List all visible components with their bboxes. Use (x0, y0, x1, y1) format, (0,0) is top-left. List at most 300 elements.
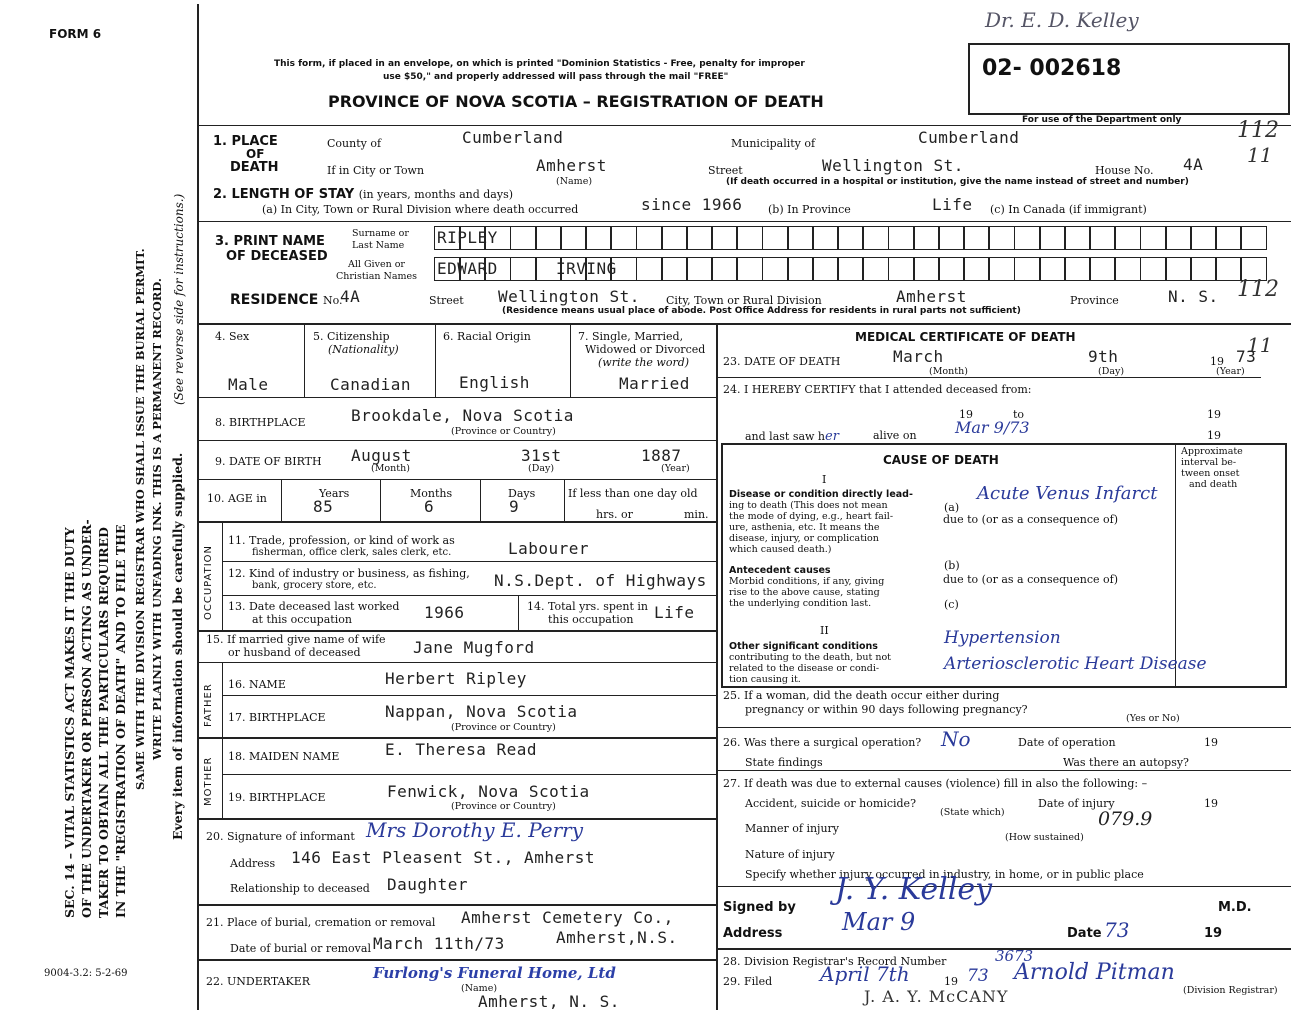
other-condition-2: Arteriosclerotic Heart Disease (944, 654, 1207, 674)
name-grid-cell (938, 257, 965, 281)
age-months: 6 (424, 497, 435, 516)
other-label-1: Other significant conditions (729, 641, 878, 652)
specify-label: Specify whether injury occurred in industry, in home, or in public place (745, 868, 1144, 881)
accident-label: Accident, suicide or homicide? (745, 797, 916, 810)
burial-town: Amherst,N.S. (556, 928, 678, 947)
informant-signature: Mrs Dorothy E. Perry (366, 818, 584, 842)
rule-15 (197, 630, 716, 632)
stay-province-label: (b) In Province (768, 203, 851, 216)
name-grid-cell (1064, 226, 1091, 250)
birthplace-label: 8. BIRTHPLACE (215, 416, 306, 429)
disease-label-2: ing to death (This does not mean (729, 500, 888, 511)
total-years-label-1: 14. Total yrs. spent in (527, 600, 648, 613)
alive-on-label: alive on (873, 429, 917, 442)
spouse-label-1: 15. If married give name of wife (206, 633, 386, 646)
name-grid-cell (1165, 226, 1192, 250)
rule-13 (222, 595, 716, 596)
residence-city: Amherst (896, 287, 967, 306)
stay-canada-label: (c) In Canada (if immigrant) (990, 203, 1147, 216)
name-grid-cell (510, 257, 537, 281)
interval-label-3: tween onset (1181, 468, 1240, 479)
name-grid-cell (913, 226, 940, 250)
given-label-1: All Given or (348, 259, 405, 270)
days-label: Days (508, 487, 536, 500)
death-year-prefix: 19 (1210, 355, 1224, 368)
interval-label-4: and death (1189, 479, 1238, 490)
age-days: 9 (509, 497, 520, 516)
name-grid-cell (686, 226, 713, 250)
form-title: PROVINCE OF NOVA SCOTIA – REGISTRATION OF DEATH (328, 92, 824, 111)
record-number: 02- 002618 (982, 56, 1122, 81)
disease-label-5: disease, injury, or complication (729, 533, 879, 544)
residence-no-label: No. (323, 294, 343, 307)
record-value: 3673 (995, 947, 1034, 965)
residence-province-label: Province (1070, 294, 1119, 307)
name-grid-cell (1140, 226, 1167, 250)
name-grid-cell (535, 226, 562, 250)
birthplace-value: Brookdale, Nova Scotia (351, 406, 574, 425)
dept-use-label: For use of the Department only (1022, 115, 1182, 125)
trade-label-2: fisherman, office clerk, sales clerk, etc. (252, 547, 452, 558)
undertaker-stamp: Furlong's Funeral Home, Ltd (373, 964, 616, 982)
racial-label: 6. Racial Origin (443, 330, 531, 343)
div-sex (304, 323, 305, 397)
rule-personal (197, 323, 1291, 325)
name-grid-cell (711, 226, 738, 250)
county-label: County of (327, 137, 382, 150)
name-grid-cell (510, 226, 537, 250)
name-grid-cell (787, 226, 814, 250)
rule-signed (716, 886, 1291, 887)
medical-title: MEDICAL CERTIFICATE OF DEATH (855, 330, 1076, 344)
filed-label: 29. Filed (723, 975, 773, 988)
name-grid-cell (636, 226, 663, 250)
last-worked-value: 1966 (424, 603, 465, 622)
residence-no: 4A (340, 287, 361, 306)
name-grid-cell (1215, 226, 1242, 250)
name-grid-cell (862, 257, 889, 281)
marital-label-1: 7. Single, Married, (578, 330, 684, 343)
name-grid-cell (610, 226, 637, 250)
place-label-1: 1. PLACE (213, 134, 278, 149)
side-text-5: SAME WITH THE DIVISION REGISTRAR WHO SHALL ISSUE THE BURIAL PERMIT. (133, 248, 147, 790)
signed-label: Signed by (723, 900, 796, 915)
sign-19: 19 (1204, 926, 1223, 941)
county-value: Cumberland (462, 128, 564, 147)
municipality-value: Cumberland (918, 128, 1020, 147)
stay-city-value: since 1966 (641, 195, 743, 214)
name-grid-cell (1140, 257, 1167, 281)
hrs-label: hrs. or (596, 508, 633, 521)
alive-on-value: Mar 9/73 (955, 418, 1030, 437)
hospital-note: (If death occurred in a hospital or institution, give the name instead of street and number) (726, 177, 1189, 187)
name-grid-cell (787, 257, 814, 281)
filed-year: 73 (967, 966, 989, 986)
woman-label-1: 25. If a woman, did the death occur either during (723, 689, 1000, 702)
name-grid-cell (1064, 257, 1091, 281)
other-label-4: tion causing it. (729, 674, 801, 685)
div-age-4 (564, 479, 565, 521)
last-worked-label-2: at this occupation (252, 613, 352, 626)
name-grid-cell (736, 257, 763, 281)
residence-label: RESIDENCE (230, 292, 319, 308)
industry-label-2: bank, grocery store, etc. (252, 580, 377, 591)
city-value: Amherst (536, 156, 607, 175)
antecedent-label-2: Morbid conditions, if any, giving (729, 576, 885, 587)
external-label: 27. If death was due to external causes (violence) fill in also the following: – (723, 777, 1148, 790)
cause-title: CAUSE OF DEATH (883, 453, 999, 467)
name-grid-cell (812, 226, 839, 250)
sex-value: Male (228, 375, 269, 394)
min-label: min. (684, 508, 709, 521)
burial-place-label: 21. Place of burial, cremation or removal (206, 916, 436, 929)
dob-day: 31st (521, 446, 562, 465)
place-code-2: 11 (1247, 143, 1273, 167)
md-label: M.D. (1218, 900, 1252, 915)
surname-value: RIPLEY (437, 228, 498, 247)
death-month: March (893, 347, 944, 366)
cause-a-label: (a) (944, 501, 960, 514)
div-occupation-side (222, 521, 223, 630)
name-grid-cell (1014, 226, 1041, 250)
informant-label: 20. Signature of informant (206, 830, 355, 843)
sex-label: 4. Sex (215, 330, 250, 343)
surname-label-1: Surname or (352, 228, 409, 239)
name-grid-cell (812, 257, 839, 281)
spouse-value: Jane Mugford (413, 638, 535, 657)
cause-c-label: (c) (944, 598, 959, 611)
undertaker-label: 22. UNDERTAKER (206, 975, 311, 988)
age-label: 10. AGE in (207, 492, 267, 505)
name-grid-cell (1039, 257, 1066, 281)
last-worked-label-1: 13. Date deceased last worked (228, 600, 400, 613)
occupation-side-label: OCCUPATION (203, 544, 214, 620)
autopsy-label: Was there an autopsy? (1063, 756, 1189, 769)
disease-label-1: Disease or condition directly lead- (729, 489, 913, 500)
filed-date: April 7th (820, 962, 910, 986)
physician-address-label: Address (723, 926, 783, 941)
physician-signature: J. Y. Kelley (835, 872, 993, 907)
less-day-label: If less than one day old (568, 487, 698, 500)
birthplace-caption: (Province or Country) (451, 426, 556, 437)
rule-17 (222, 695, 716, 696)
left-border (197, 4, 199, 1010)
surgery-label: 26. Was there a surgical operation? (723, 736, 922, 749)
citizenship-value: Canadian (330, 375, 412, 394)
side-text-1: SEC. 14 – VITAL STATISTICS ACT MAKES IT THE DUTY (62, 527, 77, 918)
residence-code-2: 11 (1247, 333, 1273, 357)
div-interval (1175, 443, 1176, 686)
dob-month: August (351, 446, 412, 465)
name-grid-cell (1190, 226, 1217, 250)
rule-18 (197, 737, 716, 739)
name-grid-cell (560, 226, 587, 250)
father-side-label: FATHER (203, 683, 214, 727)
interval-label-1: Approximate (1181, 446, 1243, 457)
rule-8 (197, 397, 716, 398)
residence-city-label: City, Town or Rural Division (666, 294, 822, 307)
sign-year: 73 (1104, 918, 1130, 942)
given-label-2: Christian Names (336, 271, 417, 282)
dob-day-caption: (Day) (528, 463, 555, 474)
street-label: Street (708, 164, 743, 177)
residence-street-label: Street (429, 294, 464, 307)
div-age-1 (281, 479, 282, 521)
name-grid-cell (1165, 257, 1192, 281)
name-grid-cell (988, 226, 1015, 250)
total-years-value: Life (654, 603, 695, 622)
relationship-label: Relationship to deceased (230, 882, 370, 895)
residence-note: (Residence means usual place of abode. Post Office Address for residents in rural parts not sufficient) (502, 306, 1021, 316)
side-text-3: TAKER TO OBTAIN ALL THE PARTICULARS REQUIRED (96, 527, 111, 918)
last-saw-pronoun: er (825, 429, 839, 444)
div-father-side (222, 662, 223, 737)
rule-22 (197, 959, 716, 961)
antecedent-label-1: Antecedent causes (729, 565, 831, 576)
name-grid-cell (1114, 226, 1141, 250)
name-grid-cell (938, 226, 965, 250)
findings-label: State findings (745, 756, 823, 769)
dob-year-caption: (Year) (661, 463, 690, 474)
house-label: House No. (1095, 164, 1154, 177)
given-name-2: IRVING (556, 259, 617, 278)
place-code-1: 112 (1237, 118, 1279, 143)
dob-year: 1887 (641, 446, 682, 465)
name-grid-cell (1089, 257, 1116, 281)
side-text-4: IN THE "REGISTRATION OF DEATH" AND TO FILE THE (113, 524, 128, 918)
filed-19: 19 (944, 975, 958, 988)
injury-19: 19 (1204, 797, 1218, 810)
citizenship-label: 5. Citizenship (313, 330, 390, 343)
other-label-2: contributing to the death, but not (729, 652, 892, 663)
mother-birthplace-value: Fenwick, Nova Scotia (387, 782, 590, 801)
dob-month-caption: (Month) (371, 463, 410, 474)
div-age-3 (480, 479, 481, 521)
to-label: to (1013, 408, 1025, 421)
burial-place: Amherst Cemetery Co., (461, 908, 674, 927)
other-label-3: related to the disease or condi- (729, 663, 880, 674)
name-grid-cell (1089, 226, 1116, 250)
manner-code: 079.9 (1098, 808, 1153, 830)
undertaker-address: Amherst, N. S. (478, 992, 620, 1011)
death-date-label: 23. DATE OF DEATH (723, 355, 841, 368)
name-grid-cell (1039, 226, 1066, 250)
death-year: 73 (1236, 347, 1257, 366)
mother-name-label: 18. MAIDEN NAME (228, 750, 340, 763)
from-19: 19 (959, 408, 973, 421)
last-saw-label (745, 429, 839, 444)
name-grid-cell (661, 257, 688, 281)
name-grid-cell (988, 257, 1015, 281)
years-label: Years (319, 487, 350, 500)
rule-12 (222, 561, 716, 562)
city-label: If in City or Town (327, 164, 425, 177)
div-13 (518, 595, 519, 630)
registrar-signature: Arnold Pitman (1014, 960, 1175, 985)
name-grid-cell (837, 226, 864, 250)
top-signature: Dr. E. D. Kelley (985, 8, 1139, 32)
name-grid-cell (888, 226, 915, 250)
relationship-value: Daughter (387, 875, 469, 894)
residence-province: N. S. (1168, 287, 1219, 306)
rule-24 (716, 377, 1261, 378)
undertaker-name-caption: (Name) (461, 983, 498, 994)
trade-label-1: 11. Trade, profession, or kind of work as (228, 534, 455, 547)
name-grid-cell (1114, 257, 1141, 281)
side-text-2: OF THE UNDERTAKER OR PERSON ACTING AS UNDER- (79, 519, 94, 918)
cause-a-value: Acute Venus Infarct (977, 483, 1158, 504)
side-text-6: WRITE PLAINLY WITH UNFADING INK. THIS IS A PERMANENT RECORD. (150, 278, 164, 760)
to-19: 19 (1207, 408, 1221, 421)
stay-label-main: 2. LENGTH OF STAY (213, 187, 355, 202)
name-grid-cell (837, 257, 864, 281)
center-divider (716, 323, 718, 1010)
residence-code-1: 112 (1237, 277, 1279, 302)
name-grid-cell (636, 257, 663, 281)
div-citizen (435, 323, 436, 397)
father-birthplace-label: 17. BIRTHPLACE (228, 711, 326, 724)
registrar-stamp: J. A. Y. McCANY (864, 987, 1009, 1006)
stay-label-small: (in years, months and days) (358, 188, 514, 201)
mail-notice-2: use $50," and properly addressed will pass through the mail "FREE" (383, 72, 729, 82)
due-to-2: due to (or as a consequence of) (943, 573, 1118, 586)
name-grid-cell (888, 257, 915, 281)
name-grid-cell (711, 257, 738, 281)
name-grid-cell (1190, 257, 1217, 281)
rule-1 (197, 125, 1291, 126)
name-grid-cell (963, 226, 990, 250)
name-grid-cell (762, 226, 789, 250)
marital-value: Married (619, 374, 690, 393)
mother-side-label: MOTHER (203, 756, 214, 806)
operation-date-label: Date of operation (1018, 736, 1116, 749)
injury-date-label: Date of injury (1038, 797, 1115, 810)
registrar-caption: (Division Registrar) (1183, 985, 1278, 996)
disease-label-4: ure, asthenia, etc. It means the (729, 522, 880, 533)
age-years: 85 (313, 497, 334, 516)
total-years-label-2: this occupation (548, 613, 634, 626)
name-grid-cell (1240, 226, 1267, 250)
rule-19 (222, 774, 716, 775)
disease-label-6: which caused death.) (729, 544, 832, 555)
name-grid-cell (913, 257, 940, 281)
spouse-label-2: or husband of deceased (228, 646, 361, 659)
roman-1: I (822, 473, 827, 486)
form-number: FORM 6 (49, 27, 102, 41)
nature-label: Nature of injury (745, 848, 835, 861)
name-grid-cell (762, 257, 789, 281)
industry-label-1: 12. Kind of industry or business, as fishing, (228, 567, 470, 580)
state-which-caption: (State which) (940, 807, 1005, 818)
other-condition-1: Hypertension (944, 628, 1061, 648)
rule-26 (716, 727, 1291, 728)
stay-label (213, 187, 513, 202)
rule-27 (716, 770, 1291, 771)
antecedent-label-3: rise to the above cause, stating (729, 587, 880, 598)
name-grid-cell (661, 226, 688, 250)
operation-19: 19 (1204, 736, 1218, 749)
footer-code: 9004-3.2: 5-2-69 (44, 968, 128, 979)
side-text-8: (See reverse side for instructions.) (172, 193, 186, 405)
marital-label-3: (write the word) (598, 356, 690, 369)
mother-birthplace-caption: (Province or Country) (451, 801, 556, 812)
rule-3 (197, 221, 1291, 222)
mother-birthplace-label: 19. BIRTHPLACE (228, 791, 326, 804)
certify-label: 24. I HEREBY CERTIFY that I attended deceased from: (723, 383, 1032, 396)
months-label: Months (410, 487, 453, 500)
rule-16 (197, 662, 716, 663)
name-grid-cell (585, 226, 612, 250)
name-caption: (Name) (556, 176, 593, 187)
death-day-caption: (Day) (1098, 366, 1125, 377)
sign-date-value: Mar 9 (842, 908, 916, 936)
date-label-2: Date (1067, 926, 1102, 941)
trade-value: Labourer (508, 539, 590, 558)
name-grid-cell (963, 257, 990, 281)
surname-label-2: Last Name (352, 240, 405, 251)
burial-date: March 11th/73 (373, 934, 505, 953)
side-text-7: Every item of information should be carefully supplied. (170, 452, 185, 840)
name-grid-cell (862, 226, 889, 250)
burial-date-label: Date of burial or removal (230, 942, 371, 955)
yes-no-caption: (Yes or No) (1126, 713, 1180, 724)
manner-label: Manner of injury (745, 822, 840, 835)
how-caption: (How sustained) (1005, 832, 1084, 843)
citizenship-sub: (Nationality) (328, 343, 399, 356)
street-value: Wellington St. (822, 156, 964, 175)
house-value: 4A (1183, 155, 1204, 174)
stay-province-value: Life (932, 195, 973, 214)
alive-19: 19 (1207, 429, 1221, 442)
marital-label-2: Widowed or Divorced (585, 343, 706, 356)
death-month-caption: (Month) (929, 366, 968, 377)
informant-address: 146 East Pleasent St., Amherst (291, 848, 595, 867)
rule-21 (197, 904, 716, 906)
roman-2: II (820, 624, 829, 637)
stay-city-label: (a) In City, Town or Rural Division where death occurred (262, 203, 579, 216)
mother-name-value: E. Theresa Read (385, 740, 537, 759)
mail-notice-1: This form, if placed in an envelope, on which is printed "Dominion Statistics - Free, penalty for improper (274, 59, 805, 69)
due-to-1: due to (or as a consequence of) (943, 513, 1118, 526)
div-mother-side (222, 737, 223, 818)
name-label-2: OF DECEASED (226, 249, 328, 264)
cause-b-label: (b) (944, 559, 960, 572)
given-name-1: EDWARD (437, 259, 498, 278)
father-birthplace-value: Nappan, Nova Scotia (385, 702, 578, 721)
div-age-2 (380, 479, 381, 521)
industry-value: N.S.Dept. of Highways (494, 571, 707, 590)
name-grid-cell (686, 257, 713, 281)
father-name-label: 16. NAME (228, 678, 286, 691)
name-grid-cell (1014, 257, 1041, 281)
name-grid-cell (736, 226, 763, 250)
racial-value: English (459, 373, 530, 392)
death-year-caption: (Year) (1216, 366, 1245, 377)
place-label-3: DEATH (230, 160, 279, 175)
death-day: 9th (1088, 347, 1119, 366)
record-label: 28. Division Registrar's Record Number (723, 955, 947, 968)
residence-street: Wellington St. (498, 287, 640, 306)
father-name-value: Herbert Ripley (385, 669, 527, 688)
name-label-1: 3. PRINT NAME (215, 234, 325, 249)
dob-label: 9. DATE OF BIRTH (215, 455, 322, 468)
antecedent-label-4: the underlying condition last. (729, 598, 872, 609)
last-saw-text: and last saw h (745, 430, 826, 443)
rule-10 (197, 479, 716, 480)
father-birthplace-caption: (Province or Country) (451, 722, 556, 733)
interval-label-2: interval be- (1181, 457, 1237, 468)
disease-label-3: the mode of dying, e.g., heart fail- (729, 511, 894, 522)
